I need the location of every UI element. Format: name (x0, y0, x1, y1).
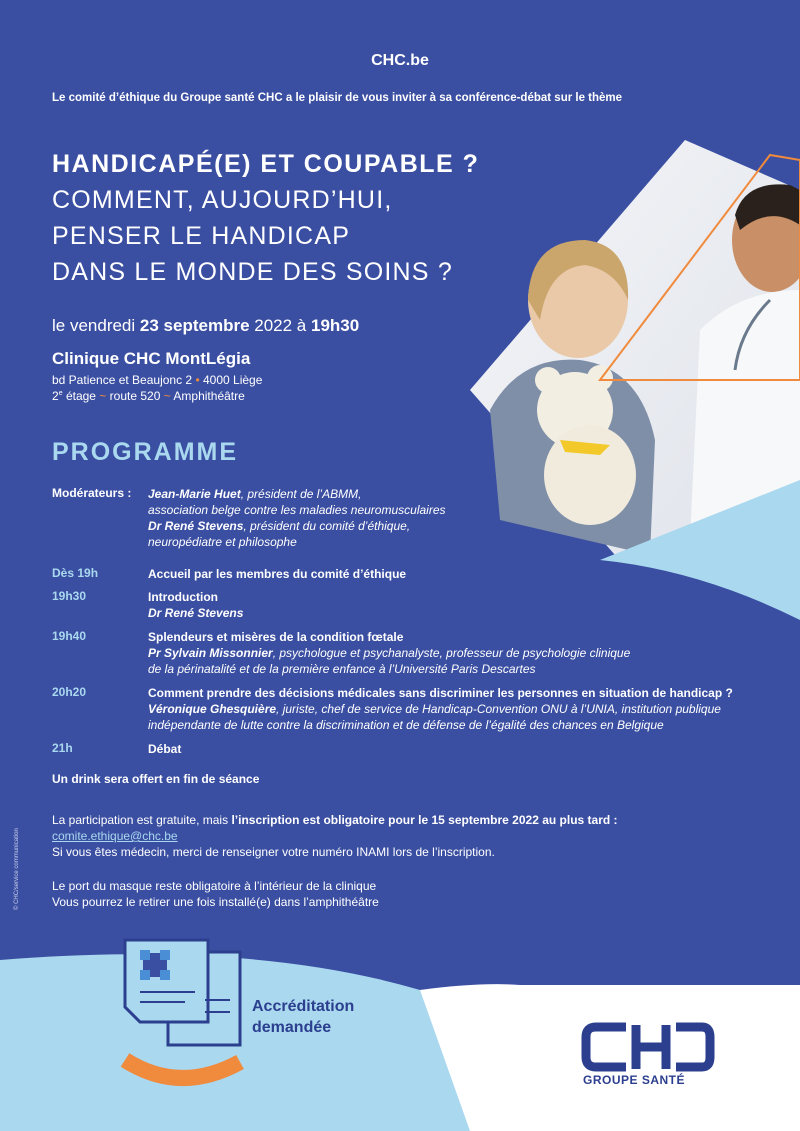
venue-address: bd Patience et Beaujonc 2 • 4000 Liège (52, 373, 263, 387)
teddy-ear (535, 367, 561, 393)
drink-note: Un drink sera offert en fin de séance (52, 772, 260, 786)
programme-heading: PROGRAMME (52, 438, 239, 466)
credit-text: © CHC/service communication (14, 828, 20, 910)
title-line-3: PENSER LE HANDICAP (52, 222, 351, 250)
moderators-list: Jean-Marie Huet, président de l’ABMM, association belge contre les maladies neuromusculaires Dr René Stevens, président du comité d’éthique, neuropédiatre et philosophe (148, 487, 446, 549)
programme-time: 19h30 (52, 589, 87, 603)
programme-time: Dès 19h (52, 566, 99, 580)
programme-time: 19h40 (52, 629, 87, 643)
programme-time: 21h (52, 741, 73, 755)
intro-text: Le comité d’éthique du Groupe santé CHC a le plaisir de vous inviter à sa conférence-débat sur le thème (52, 92, 623, 104)
programme-time: 20h20 (52, 685, 87, 699)
logo-subtitle: GROUPE SANTÉ (583, 1073, 686, 1087)
title-main: HANDICAPÉ(E) ET COUPABLE ? (52, 150, 480, 178)
title-line-2: COMMENT, AUJOURD’HUI, (52, 186, 393, 214)
programme-item: Accueil par les membres du comité d’éthique (148, 567, 407, 581)
site-name[interactable]: CHC.be (371, 52, 429, 69)
programme-item: Débat (148, 742, 182, 756)
event-date: le vendredi 23 septembre 2022 à 19h30 (52, 316, 360, 335)
programme-item: Splendeurs et misères de la condition fœtale Pr Sylvain Missonnier, psychologue et psychanalyste, professeur de psychologie clinique de la périnatalité et de la première enfance à l’Université Paris Descartes (148, 630, 631, 676)
mask-info: Le port du masque reste obligatoire à l’intérieur de la clinique Vous pourrez le retirer une fois installé(e) dans l’amphithéâtre (52, 879, 379, 909)
title-line-4: DANS LE MONDE DES SOINS ? (52, 258, 453, 286)
email-link[interactable]: comite.ethique@chc.be (52, 829, 178, 843)
accreditation-text: Accréditation demandée (252, 998, 355, 1036)
programme-item: Introduction Dr René Stevens (148, 590, 244, 620)
venue-floor: 2e étage ~ route 520 ~ Amphithéâtre (52, 389, 245, 403)
bottom-white (520, 985, 800, 1131)
programme-item: Comment prendre des décisions médicales sans discriminer les personnes en situation de handicap ? Véronique Ghesquière, juriste, chef de service de Handicap-Convention ONU à l’UNIA, institution publique indépendante de lutte contre la discrimination et de défense de l’égalité des chances en Belgique (148, 686, 733, 732)
moderators-label: Modérateurs : (52, 486, 132, 500)
registration-info: La participation est gratuite, mais l’inscription est obligatoire pour le 15 septembre 2022 au plus tard : comite.ethique@chc.be Si vous êtes médecin, merci de renseigner votre numéro INAMI lors de l’inscription. (52, 813, 618, 859)
venue-name: Clinique CHC MontLégia (52, 349, 251, 368)
